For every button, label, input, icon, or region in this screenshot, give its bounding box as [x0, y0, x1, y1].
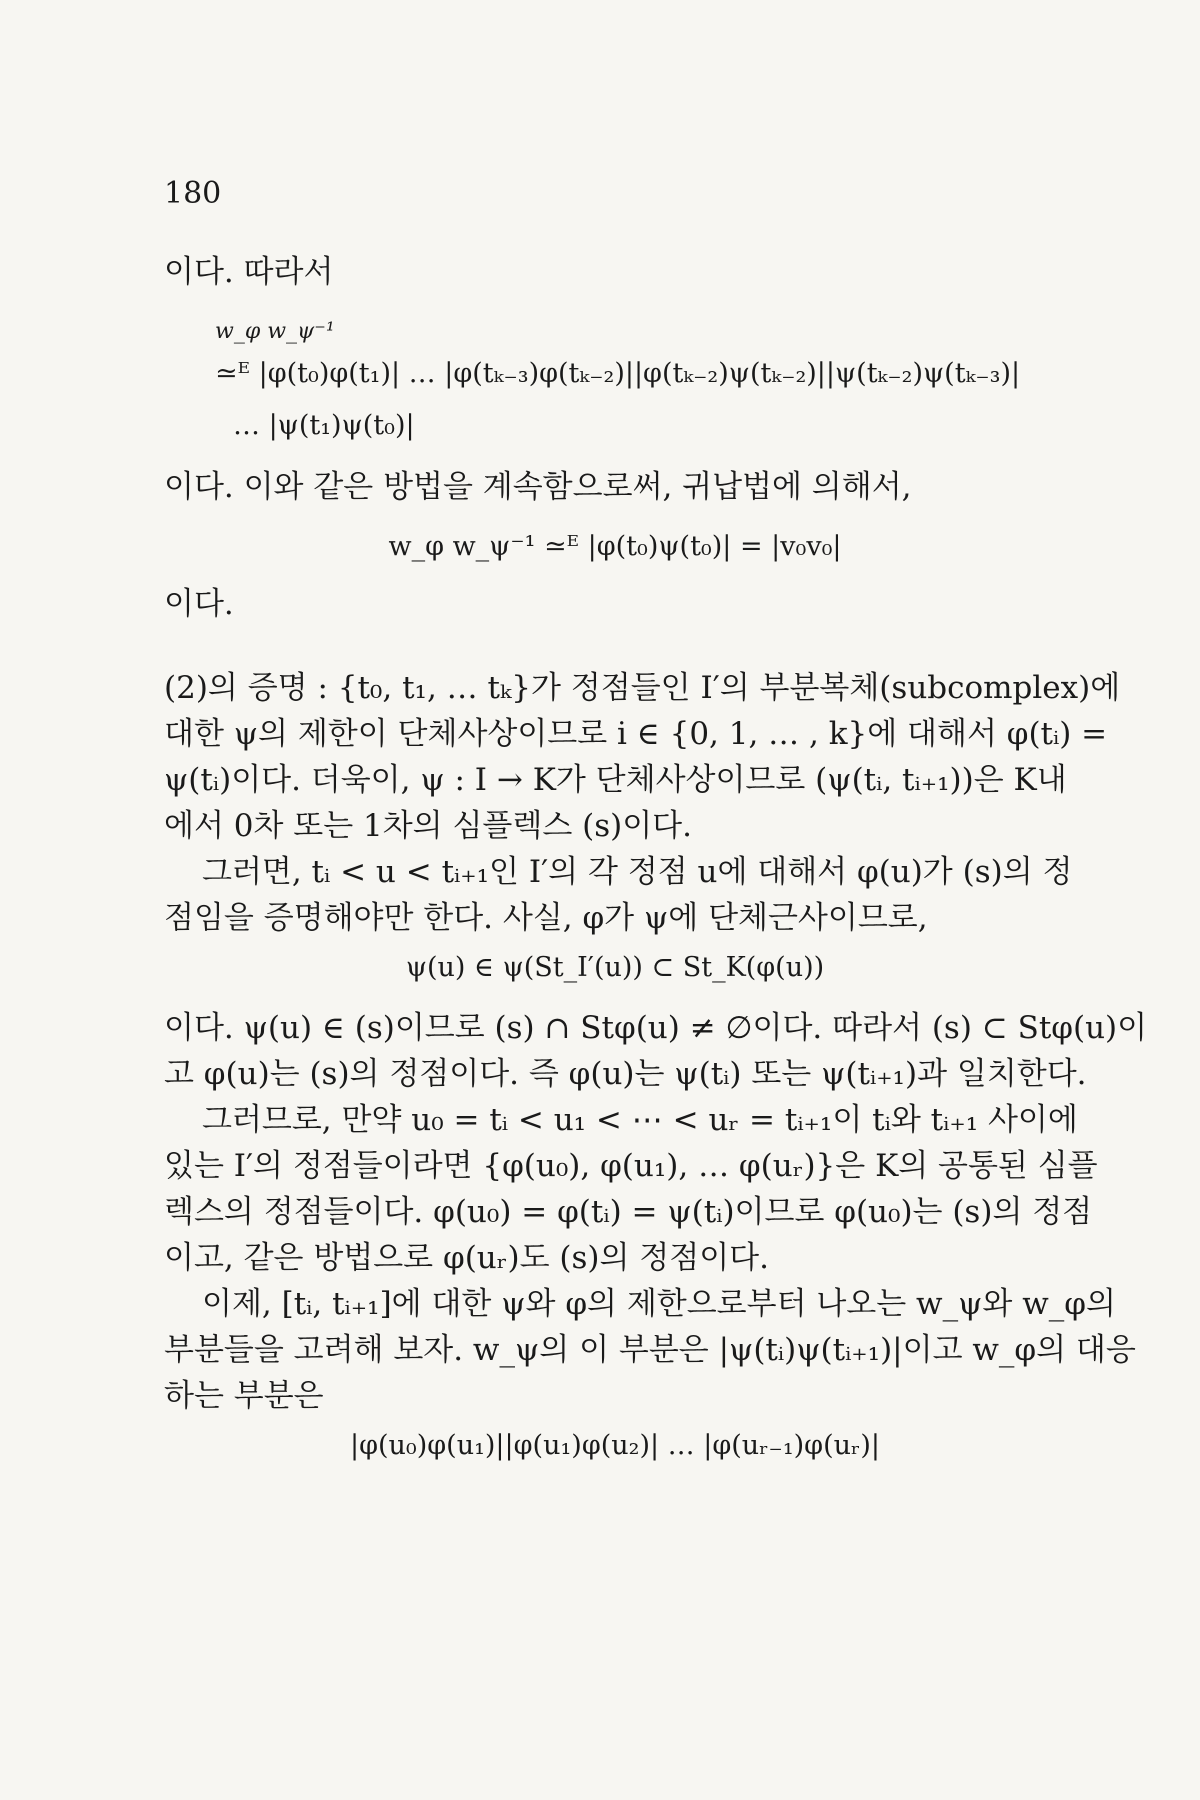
formula-line-1: w_φ w_ψ⁻¹ [215, 319, 335, 344]
text-line-15: 이고, 같은 방법으로 φ(uᵣ)도 (s)의 정점이다. [164, 1240, 769, 1276]
text-line-3: 이다. [164, 586, 234, 622]
text-line-2: 이다. 이와 같은 방법을 계속함으로써, 귀납법에 의해서, [164, 469, 912, 505]
text-line-12: 그러므로, 만약 u₀ = tᵢ < u₁ < ⋯ < uᵣ = tᵢ₊₁이 tᵢ와 tᵢ₊₁ 사이에 [202, 1102, 1078, 1138]
formula-line-3: … |ψ(t₁)ψ(t₀)| [233, 410, 415, 441]
page-number: 180 [164, 176, 222, 211]
text-line-5: 대한 ψ의 제한이 단체사상이므로 i ∈ {0, 1, … , k}에 대해서 φ(tᵢ) = [164, 716, 1108, 752]
text-line-10: 이다. ψ(u) ∈ (s)이므로 (s) ∩ Stφ(u) ≠ ∅이다. 따라서 (s) ⊂ Stφ(u)이 [164, 1010, 1148, 1046]
text-line-7: 에서 0차 또는 1차의 심플렉스 (s)이다. [164, 808, 692, 844]
text-line-4: (2)의 증명 : {t₀, t₁, … tₖ}가 정점들인 I′의 부분복체(subcomplex)에 [164, 670, 1121, 706]
formula-line-4: w_φ w_ψ⁻¹ ≃ᴱ |φ(t₀)ψ(t₀)| = |v₀v₀| [388, 531, 842, 562]
formula-line-2: ≃ᴱ |φ(t₀)φ(t₁)| … |φ(tₖ₋₃)φ(tₖ₋₂)||φ(tₖ₋₂)ψ(tₖ₋₂)||ψ(tₖ₋₂)ψ(tₖ₋₃)| [215, 358, 1021, 389]
text-line-13: 있는 I′의 정점들이라면 {φ(u₀), φ(u₁), … φ(uᵣ)}은 K의 공통된 심플 [164, 1148, 1098, 1184]
formula-line-6: |φ(u₀)φ(u₁)||φ(u₁)φ(u₂)| … |φ(uᵣ₋₁)φ(uᵣ)| [349, 1430, 881, 1461]
text-line-16: 이제, [tᵢ, tᵢ₊₁]에 대한 ψ와 φ의 제한으로부터 나오는 w_ψ와 w_φ의 [202, 1286, 1116, 1322]
text-line-11: 고 φ(u)는 (s)의 정점이다. 즉 φ(u)는 ψ(tᵢ) 또는 ψ(tᵢ₊₁)과 일치한다. [164, 1056, 1087, 1092]
formula-line-5: ψ(u) ∈ ψ(St_I′(u)) ⊂ St_K(φ(u)) [405, 952, 825, 983]
text-line-18: 하는 부분은 [164, 1378, 324, 1414]
text-line-14: 렉스의 정점들이다. φ(u₀) = φ(tᵢ) = ψ(tᵢ)이므로 φ(u₀)는 (s)의 정점 [164, 1194, 1093, 1230]
text-line-9: 점임을 증명해야만 한다. 사실, φ가 ψ에 단체근사이므로, [164, 900, 928, 936]
text-line-8: 그러면, tᵢ < u < tᵢ₊₁인 I′의 각 정점 u에 대해서 φ(u)가 (s)의 정 [202, 854, 1073, 890]
text-line-6: ψ(tᵢ)이다. 더욱이, ψ : I → K가 단체사상이므로 (ψ(tᵢ, tᵢ₊₁))은 K내 [164, 762, 1067, 798]
text-line-17: 부분들을 고려해 보자. w_ψ의 이 부분은 |ψ(tᵢ)ψ(tᵢ₊₁)|이고 w_φ의 대응 [164, 1332, 1136, 1368]
text-line-1: 이다. 따라서 [164, 254, 334, 290]
